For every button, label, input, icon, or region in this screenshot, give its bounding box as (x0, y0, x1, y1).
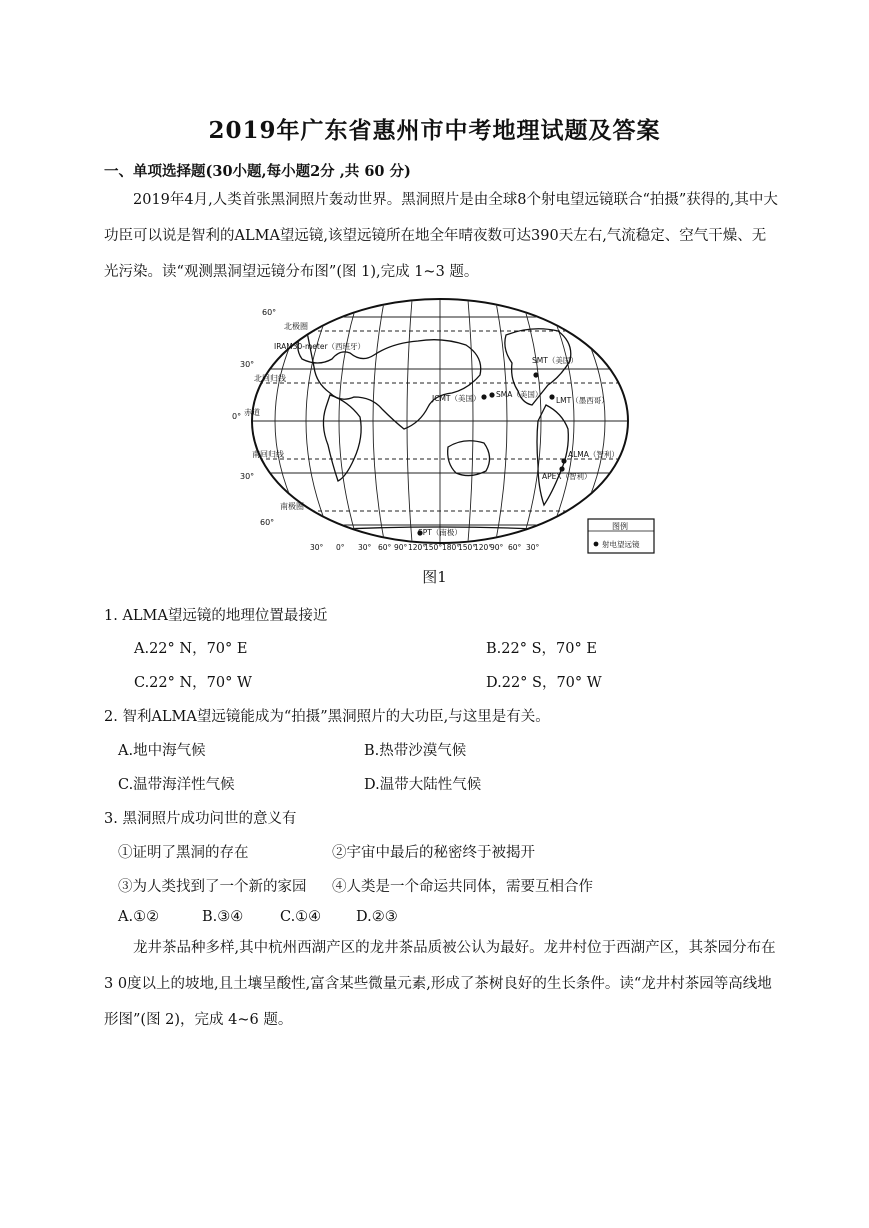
intro-paragraph-2: 龙井茶品种多样,其中杭州西湖产区的龙井茶品质被公认为最好。龙井村位于西湖产区，其茶园分布在3 0度以上的坡地,且土壤呈酸性,富含某些微量元素,形成了茶树良好的生长条件。读“龙井村茶园等高线地形图”(图 2)，完成 4~6 题。 (104, 940, 776, 1028)
station-label-lmt: LMT（墨西哥） (556, 396, 609, 405)
page-title: 2019年广东省惠州市中考地理试题及答案 (208, 117, 661, 144)
lon-label: 120° (474, 543, 493, 552)
station-dot-sma (489, 392, 494, 397)
world-map (222, 297, 658, 557)
station-dot-apex (559, 466, 564, 471)
legend-item: 射电望远镜 (602, 540, 640, 549)
station-label-apex: APEX（智利） (542, 472, 592, 481)
lon-label: 60° (378, 543, 392, 552)
q1-option-d: D.22° S，70° W (486, 675, 602, 691)
line-label-antarctic: 南极圈 (280, 502, 304, 511)
q2-option-b: B.热带沙漠气候 (364, 743, 467, 759)
q1-option-b: B.22° S，70° E (486, 641, 597, 657)
section-heading: 一、单项选择题(30小题,每小题2分 ,共 60 分) (104, 163, 411, 180)
lon-label: 30° (358, 543, 372, 552)
q3-statement-1: ①证明了黑洞的存在 (118, 845, 249, 861)
lon-label: 60° (508, 543, 522, 552)
q3-statement-3: ③为人类找到了一个新的家园 (118, 879, 307, 895)
lon-label: 90° (490, 543, 504, 552)
lat-label-60s: 60° (260, 518, 275, 527)
q3-option-d: D.②③ (356, 909, 398, 925)
lon-label: 30° (526, 543, 540, 552)
q1-stem: 1. ALMA望远镜的地理位置最接近 (104, 608, 328, 624)
station-label-alma: ALMA（智利） (568, 450, 619, 459)
station-dot-jcmt (481, 394, 486, 399)
figure-caption: 图1 (422, 568, 447, 586)
q2-option-a: A.地中海气候 (118, 743, 206, 759)
station-label-spt: SPT（南极） (418, 528, 462, 537)
q3-statement-4: ④人类是一个命运共同体，需要互相合作 (332, 879, 593, 895)
lon-label: 150° (458, 543, 477, 552)
station-dot-lmt (549, 394, 554, 399)
q1-option-a: A.22° N，70° E (134, 641, 248, 657)
line-label-arctic: 北极圈 (284, 322, 308, 331)
lat-label-0: 0° (232, 412, 242, 421)
station-dot-alma (561, 458, 566, 463)
station-label-sma: SMA（美国） (496, 390, 543, 399)
lon-label: 150° (424, 543, 443, 552)
station-label-smt: SMT（美国） (532, 356, 578, 365)
q3-option-c: C.①④ (280, 909, 322, 925)
line-label-tropic-cancer: 北回归线 (254, 374, 286, 383)
lon-labels (310, 543, 540, 552)
station-label-iram: IRAM30-meter（西班牙） (274, 342, 366, 351)
q2-option-c: C.温带海洋性气候 (118, 777, 235, 793)
q1-option-c: C.22° N，70° W (134, 675, 252, 691)
lon-label: 120° (408, 543, 427, 552)
q2-stem: 2. 智利ALMA望远镜能成为“拍摄”黑洞照片的大功臣,与这里是有关。 (104, 709, 550, 725)
line-label-equator: 赤道 (244, 408, 260, 417)
q3-option-b: B.③④ (202, 909, 244, 925)
q2-option-d: D.温带大陆性气候 (364, 777, 482, 793)
lon-label: 0° (336, 543, 345, 552)
lat-label-30n: 30° (240, 360, 255, 369)
q3-statement-2: ②宇宙中最后的秘密终于被揭开 (332, 845, 535, 861)
lon-label: 30° (310, 543, 324, 552)
map-legend (588, 519, 654, 553)
lat-label-30s: 30° (240, 472, 255, 481)
lon-label: 90° (394, 543, 408, 552)
line-label-tropic-capricorn: 南回归线 (252, 450, 284, 459)
station-dot-smt (533, 372, 538, 377)
station-label-jcmt: JCMT（美国） (432, 394, 481, 403)
legend-dot-icon (594, 542, 599, 547)
intro-paragraph-1: 2019年4月,人类首张黑洞照片轰动世界。黑洞照片是由全球8个射电望远镜联合“拍摄”获得的,其中大功臣可以说是智利的ALMA望远镜,该望远镜所在地全年晴夜数可达390天左右,气流稳定、空气干燥、无光污染。读“观测黑洞望远镜分布图”(图 1),完成 1~3 题。 (104, 192, 778, 280)
q3-option-a: A.①② (118, 909, 160, 925)
legend-title: 图例 (612, 522, 628, 531)
lon-label: 180° (442, 543, 461, 552)
q3-stem: 3. 黑洞照片成功问世的意义有 (104, 811, 297, 827)
lat-label-60n: 60° (262, 308, 277, 317)
world-map-figure (222, 297, 658, 557)
